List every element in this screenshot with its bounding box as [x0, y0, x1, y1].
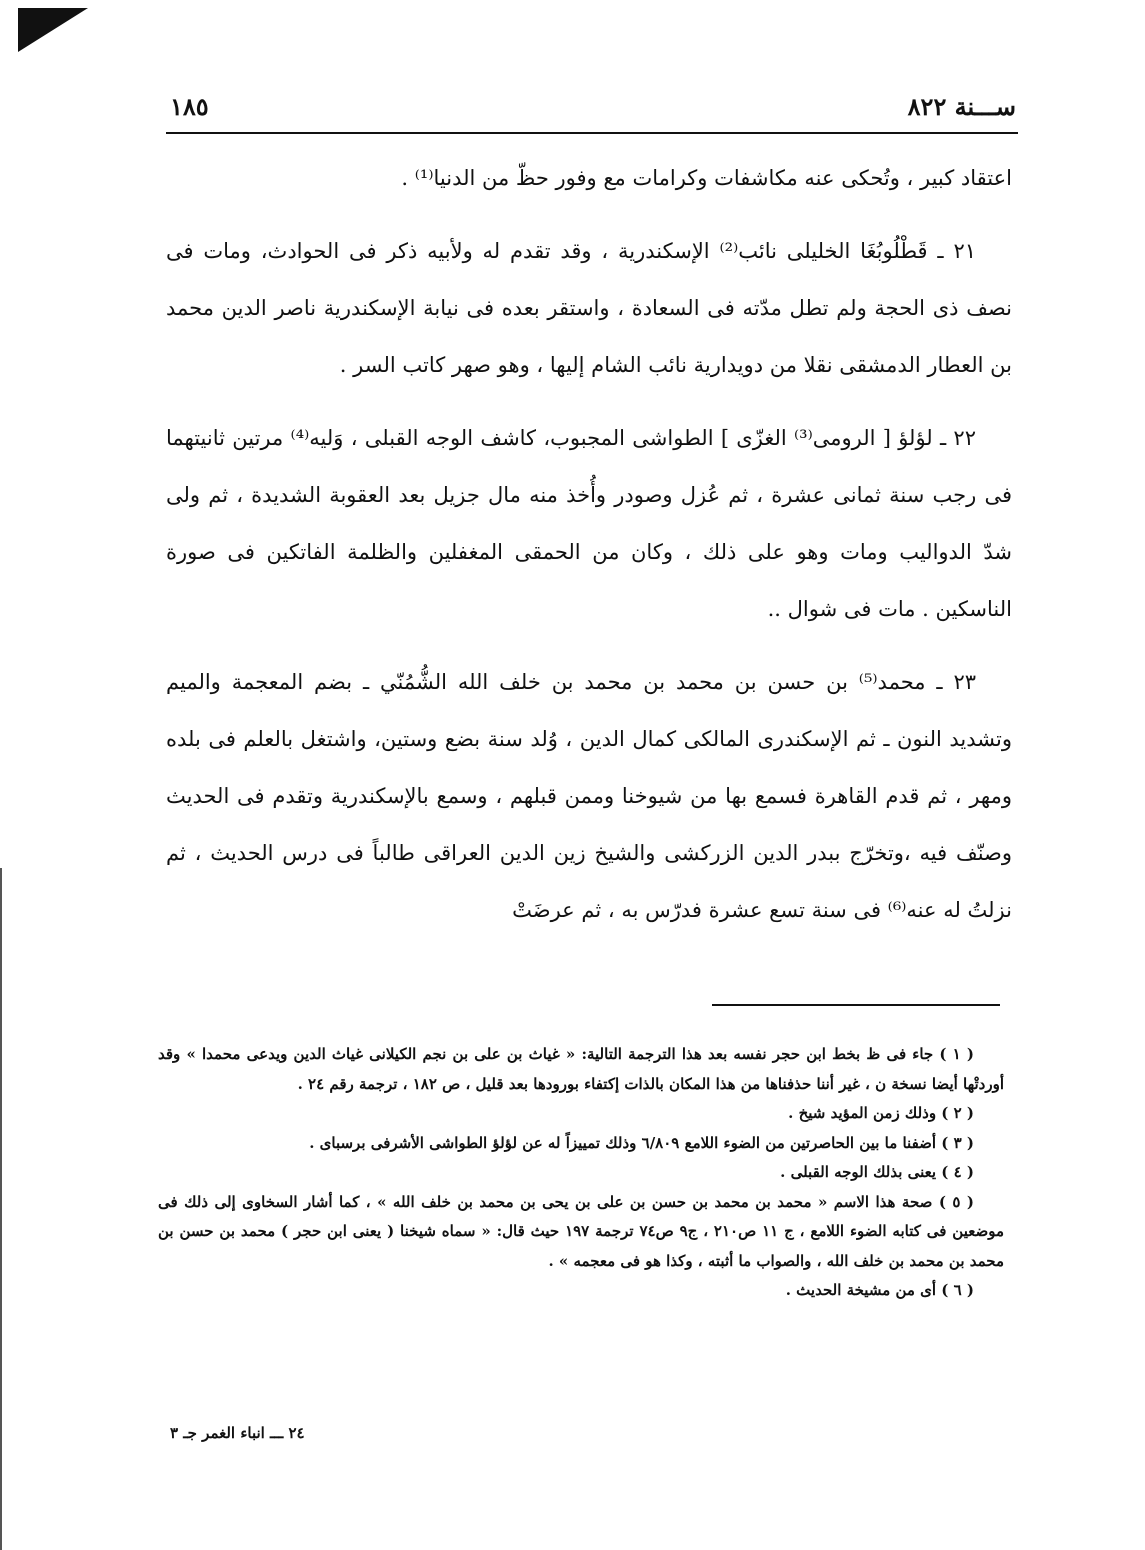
footnote-2: ( ٢ ) وذلك زمن المؤيد شيخ . [788, 1104, 974, 1122]
running-head-year: ســـنة ٨٢٢ [907, 92, 1016, 121]
main-text [166, 150, 1012, 939]
footnote-5: ( ٥ ) صحة هذا الاسم « محمد بن محمد بن حسن بن على بن يحى بن محمد بن خلف الله » ، كما أشار السخاوى إلى ذلك فى موضعين فى كتابه الضوء اللامع ، ج ١١ ص٢١٠ ، ج٩ ص٧٤ ترجمة ١٩٧ حيث قال: « سماه شيخنا ( يعنى ابن حجر ) محمد بن حسن بن محمد بن محمد بن خلف الله ، والصواب ما أثبته ، وكذا هو فى معجمه » . [158, 1192, 1004, 1270]
footnote-6: ( ٦ ) أى من مشيخة الحديث . [785, 1281, 974, 1299]
entry-23: ٢٣ ـ محمد⁽⁵⁾ بن حسن بن محمد بن محمد بن خلف الله الشُّمُنّي ـ بضم المعجمة والميم وتشديد النون ـ ثم الإسكندرى المالكى كمال الدين ، وُلد سنة بضع وستين، واشتغل بالعلم فى بلده ومهر ، ثم قدم القاهرة فسمع بها من شيوخنا وممن قبلهم ، وسمع بالإسكندرية وتقدم فى الحديث وصنّف فيه ،وتخرّج ببدر الدين الزركشى والشيخ زين الدين العراقى طالباً فى درس الحديث ، ثم نزلتُ له عنه⁽⁶⁾ فى سنة تسع عشرة فدرّس به ، ثم عرضَتْ [166, 670, 1012, 922]
header-rule [166, 132, 1018, 134]
scan-edge-line [0, 868, 2, 1550]
entry-21: ٢١ ـ قَطْلُوبُغَا الخليلى نائب⁽²⁾ الإسكندرية ، وقد تقدم له ولأبيه ذكر فى الحوادث، ومات فى نصف ذى الحجة ولم تطل مدّته فى السعادة ، واستقر بعده فى نيابة الإسكندرية ناصر الدين محمد بن العطار الدمشقى نقلا من دويدارية نائب الشام إليها ، وهو صهر كاتب السر . [166, 239, 1012, 377]
footnote-3: ( ٣ ) أضفنا ما بين الحاصرتين من الضوء اللامع ٦/٨٠٩ وذلك تمييزاً له عن لؤلؤ الطواشى الأشرفى برسباى . [309, 1133, 974, 1152]
signature-line: ٢٤ ـــ انباء الغمر جـ ٣ [170, 1424, 305, 1442]
footnote-rule [712, 1004, 1000, 1006]
corner-triangle-mark [18, 8, 88, 52]
footnotes [158, 1040, 1004, 1306]
footnote-4: ( ٤ ) يعنى بذلك الوجه القبلى . [780, 1163, 974, 1181]
entry-22: ٢٢ ـ لؤلؤ [ الرومى⁽³⁾ الغزّى ] الطواشى المجبوب، كاشف الوجه القبلى ، وَليه⁽⁴⁾ مرتين ثانيتهما فى رجب سنة ثمانى عشرة ، ثم عُزل وصودر وأُخذ منه مال جزيل بعد العقوبة الشديدة ، ثم ولى شدّ الدواليب ومات وهو على ذلك ، وكان من الحمقى المغفلين والظلمة الفاتكين فى صورة الناسكين . مات فى شوال .. [166, 426, 1012, 621]
page-number: ١٨٥ [170, 92, 209, 121]
paragraph-continuation: اعتقاد كبير ، وتُحكى عنه مكاشفات وكرامات مع وفور حظّ من الدنيا⁽¹⁾ . [401, 166, 1012, 190]
footnote-1: ( ١ ) جاء فى ظ بخط ابن حجر نفسه بعد هذا الترجمة التالية: « غياث بن على بن نجم الكيلانى غياث الدين ويدعى محمدا » وقد أوردتْها أيضا نسخة ن ، غير أننا حذفناها من هذا المكان بالذات إكتفاء بورودها بعد قليل ، ص ١٨٢ ، ترجمة رقم ٢٤ . [158, 1045, 1004, 1093]
page-header [170, 86, 1016, 126]
